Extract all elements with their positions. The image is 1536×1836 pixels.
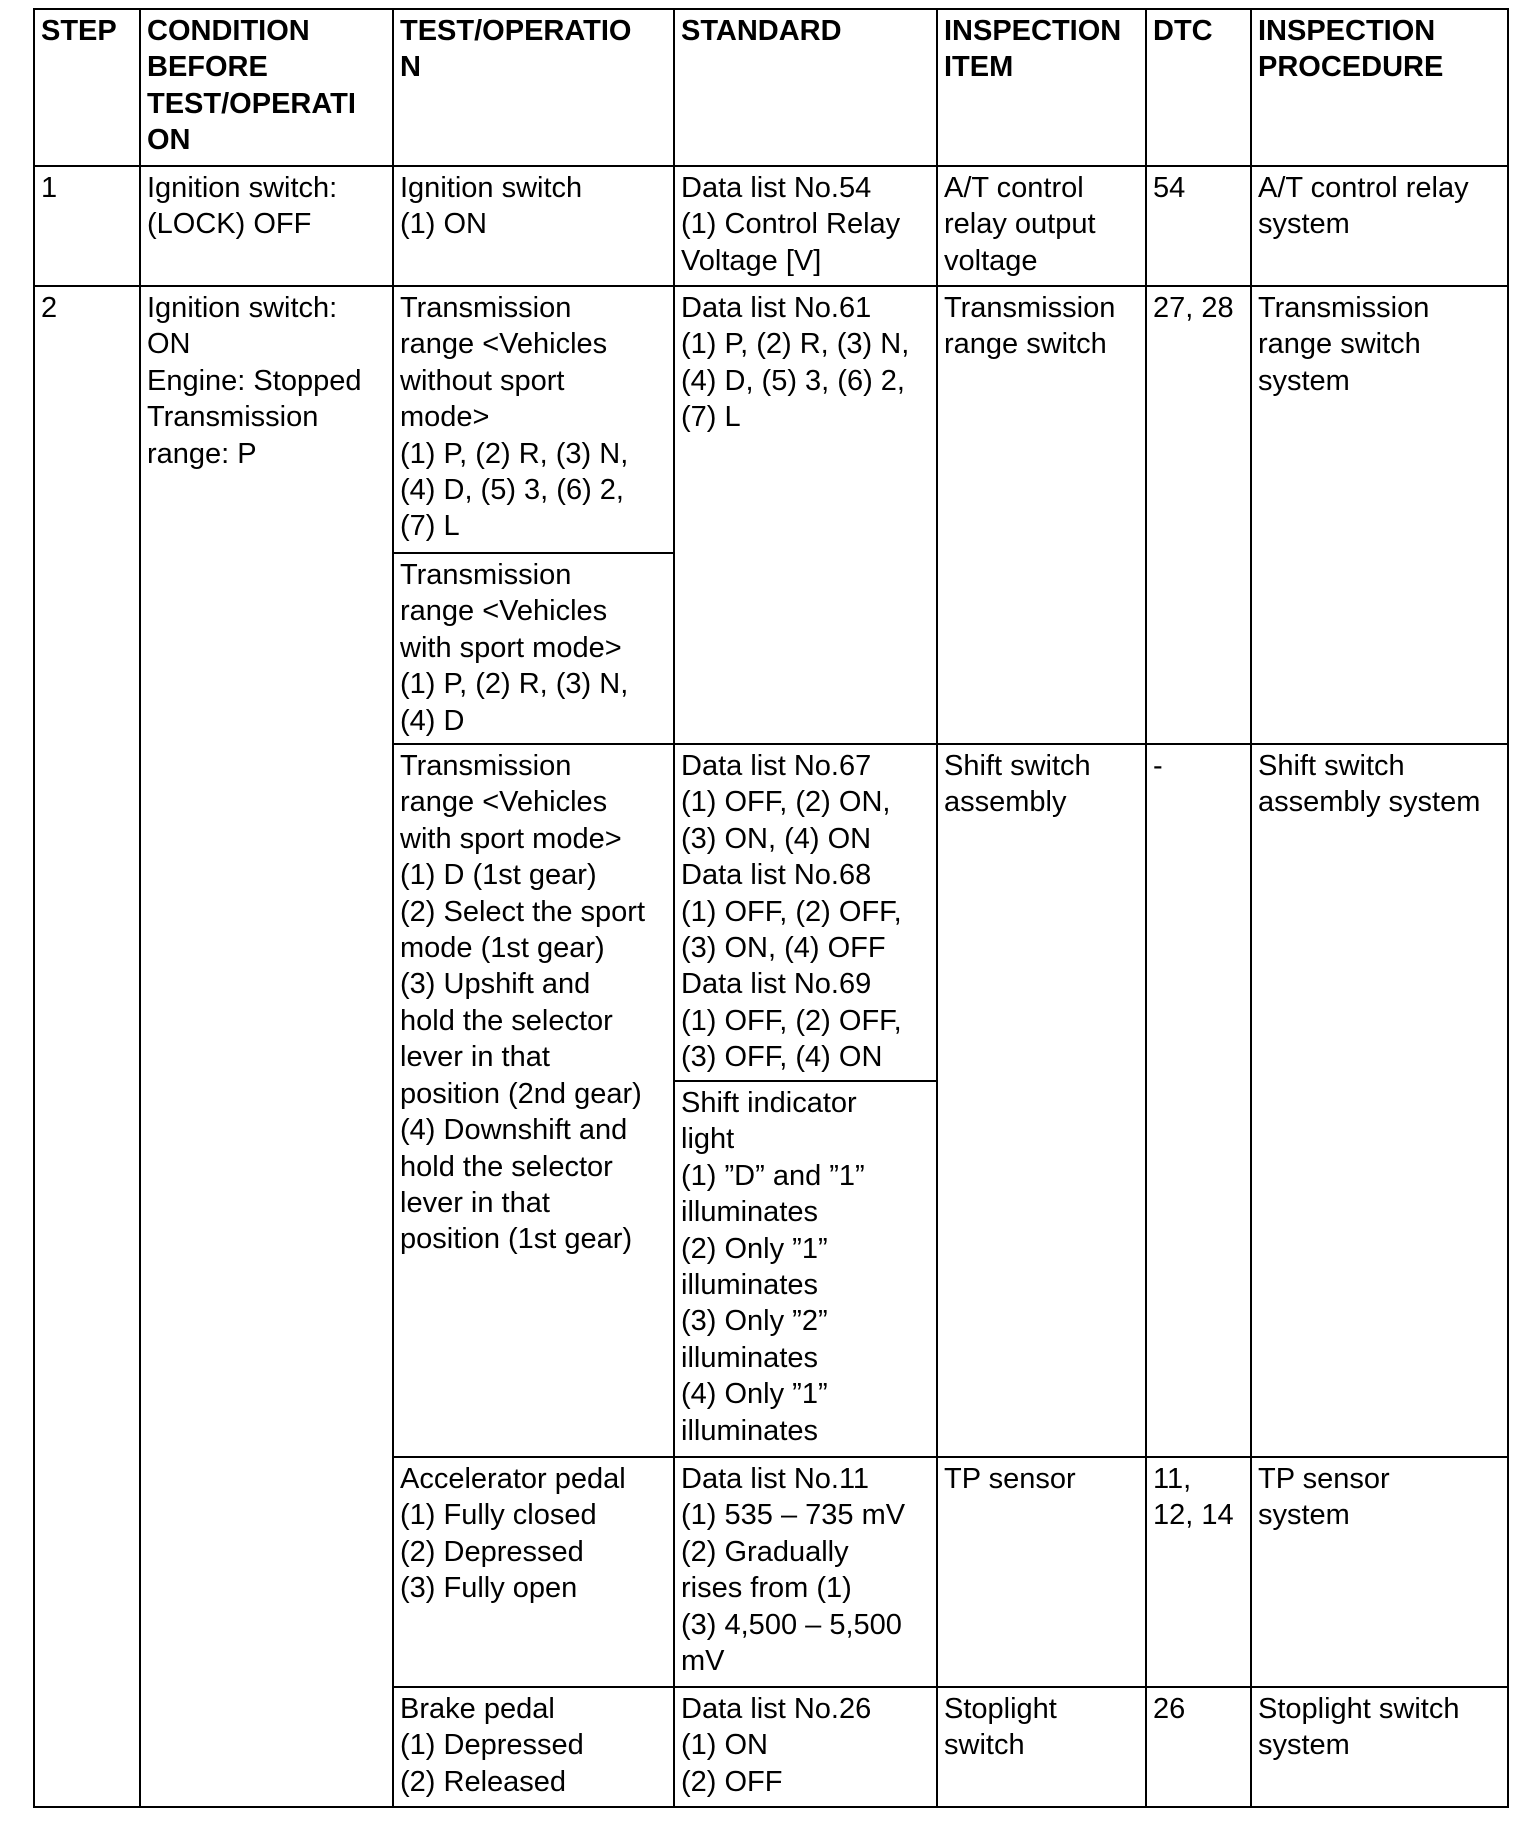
test-operation-cell: Transmission range <Vehicles with sport mode> (1) P, (2) R, (3) N, (4) D: [393, 553, 674, 744]
inspection-item-cell: Transmission range switch: [937, 286, 1146, 744]
dtc-cell: 27, 28: [1146, 286, 1251, 744]
standard-cell: Data list No.61 (1) P, (2) R, (3) N, (4) D, (5) 3, (6) 2, (7) L: [674, 286, 937, 744]
inspection-table: [33, 8, 1509, 1808]
table-row-step-2-range-a: [34, 286, 1508, 553]
inspection-procedure-cell: Stoplight switch system: [1251, 1687, 1508, 1807]
header-inspection-item: INSPECTION ITEM: [937, 9, 1146, 166]
standard-cell: Data list No.67 (1) OFF, (2) ON, (3) ON, (4) ON Data list No.68 (1) OFF, (2) OFF, (3) ON, (4) OFF Data list No.69 (1) OFF, (2) OFF, (3) OFF, (4) ON: [674, 744, 937, 1081]
header-inspection-procedure: INSPECTION PROCEDURE: [1251, 9, 1508, 166]
test-operation-cell: Accelerator pedal (1) Fully closed (2) Depressed (3) Fully open: [393, 1457, 674, 1687]
header-condition: CONDITION BEFORE TEST/OPERATI ON: [140, 9, 393, 166]
header-standard: STANDARD: [674, 9, 937, 166]
inspection-item-cell: A/T control relay output voltage: [937, 166, 1146, 286]
standard-cell: Data list No.54 (1) Control Relay Voltage [V]: [674, 166, 937, 286]
header-test-operation: TEST/OPERATIO N: [393, 9, 674, 166]
inspection-procedure-cell: Transmission range switch system: [1251, 286, 1508, 744]
test-operation-cell: Brake pedal (1) Depressed (2) Released: [393, 1687, 674, 1807]
condition-cell: Ignition switch: (LOCK) OFF: [140, 166, 393, 286]
inspection-item-cell: Stoplight switch: [937, 1687, 1146, 1807]
condition-cell: Ignition switch: ON Engine: Stopped Transmission range: P: [140, 286, 393, 1807]
test-operation-cell: Ignition switch (1) ON: [393, 166, 674, 286]
header-row: [34, 9, 1508, 166]
dtc-cell: 26: [1146, 1687, 1251, 1807]
test-operation-cell: Transmission range <Vehicles without sport mode> (1) P, (2) R, (3) N, (4) D, (5) 3, (6) 2, (7) L: [393, 286, 674, 553]
header-dtc: DTC: [1146, 9, 1251, 166]
inspection-procedure-cell: Shift switch assembly system: [1251, 744, 1508, 1457]
inspection-item-cell: TP sensor: [937, 1457, 1146, 1687]
header-step: STEP: [34, 9, 140, 166]
standard-cell: Data list No.26 (1) ON (2) OFF: [674, 1687, 937, 1807]
step-cell: 2: [34, 286, 140, 1807]
dtc-cell: 11, 12, 14: [1146, 1457, 1251, 1687]
standard-cell: Data list No.11 (1) 535 – 735 mV (2) Gradually rises from (1) (3) 4,500 – 5,500 mV: [674, 1457, 937, 1687]
step-cell: 1: [34, 166, 140, 286]
inspection-procedure-cell: A/T control relay system: [1251, 166, 1508, 286]
dtc-cell: -: [1146, 744, 1251, 1457]
inspection-item-cell: Shift switch assembly: [937, 744, 1146, 1457]
table-row-step-1: [34, 166, 1508, 286]
inspection-procedure-cell: TP sensor system: [1251, 1457, 1508, 1687]
test-operation-cell: Transmission range <Vehicles with sport mode> (1) D (1st gear) (2) Select the sport mode (1st gear) (3) Upshift and hold the selector lever in that position (2nd gear) (4) Downshift and hold the selector lever in that position (1st gear): [393, 744, 674, 1457]
standard-cell: Shift indicator light (1) ”D” and ”1” illuminates (2) Only ”1” illuminates (3) Only ”2” illuminates (4) Only ”1” illuminates: [674, 1081, 937, 1457]
dtc-cell: 54: [1146, 166, 1251, 286]
